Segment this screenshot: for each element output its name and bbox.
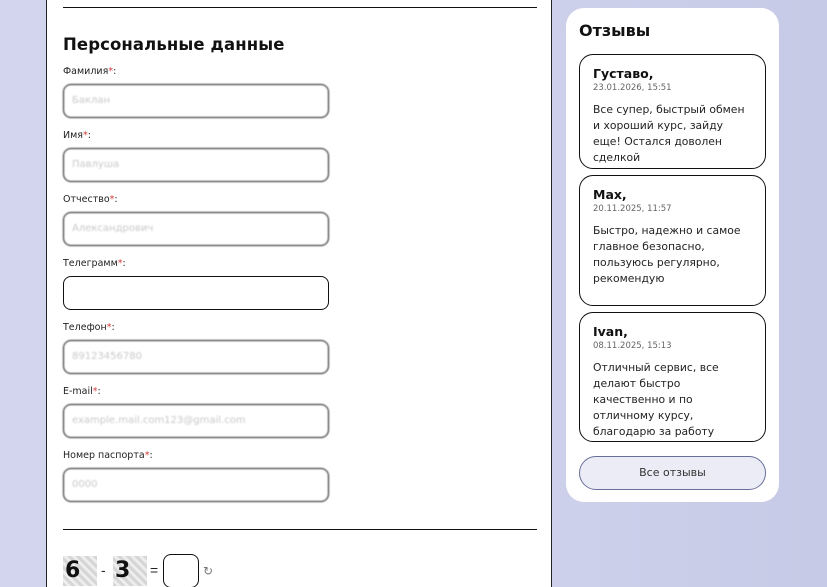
divider-top (63, 7, 537, 8)
captcha-operator: - (101, 562, 106, 578)
captcha-digit-b: 3 (113, 556, 147, 586)
review-text: Все супер, быстрый обмен и хороший курс, зайду еще! Остался доволен сделкой (593, 103, 745, 164)
label-patronymic: Отчество*: (63, 194, 118, 205)
personal-data-form (46, 0, 552, 587)
captcha-answer-input[interactable] (163, 554, 199, 587)
captcha-equals: = (150, 562, 159, 578)
section-title: Персональные данные (63, 35, 285, 54)
label-email: E-mail*: (63, 386, 101, 397)
patronymic-input[interactable]: Александрович (63, 212, 329, 246)
review-date: 20.11.2025, 11:57 (593, 204, 672, 214)
telegram-input[interactable] (63, 276, 329, 310)
refresh-icon[interactable]: ↻ (203, 564, 214, 578)
captcha (63, 554, 263, 587)
review-text: Отличный сервис, все делают быстро качественно и по отличному курсу, благодарю за работу (593, 361, 719, 438)
email-input[interactable]: example.mail.com123@gmail.com (63, 404, 329, 438)
reviews-card (566, 8, 779, 502)
label-telegram: Телеграмм*: (63, 258, 126, 269)
phone-input[interactable]: 89123456780 (63, 340, 329, 374)
review-date: 08.11.2025, 15:13 (593, 341, 672, 351)
name-input[interactable]: Павлуша (63, 148, 329, 182)
divider-bottom (63, 529, 537, 530)
all-reviews-button[interactable]: Все отзывы (579, 456, 766, 490)
passport-input[interactable]: 0000 (63, 468, 329, 502)
review-author: Ivan, (593, 324, 628, 339)
review-card (579, 54, 766, 169)
label-phone: Телефон*: (63, 322, 115, 333)
reviews-title: Отзывы (579, 21, 651, 40)
review-author: Max, (593, 187, 627, 202)
surname-input[interactable]: Баклан (63, 84, 329, 118)
label-passport: Номер паспорта*: (63, 450, 153, 461)
review-date: 23.01.2026, 15:51 (593, 83, 672, 93)
review-card (579, 175, 766, 306)
review-text: Быстро, надежно и самое главное безопасно, пользуюсь регулярно, рекомендую (593, 224, 741, 285)
captcha-digit-a: 6 (63, 556, 97, 586)
label-surname: Фамилия*: (63, 66, 117, 77)
review-author: Густаво, (593, 66, 654, 81)
label-name: Имя*: (63, 130, 91, 141)
review-card (579, 312, 766, 442)
